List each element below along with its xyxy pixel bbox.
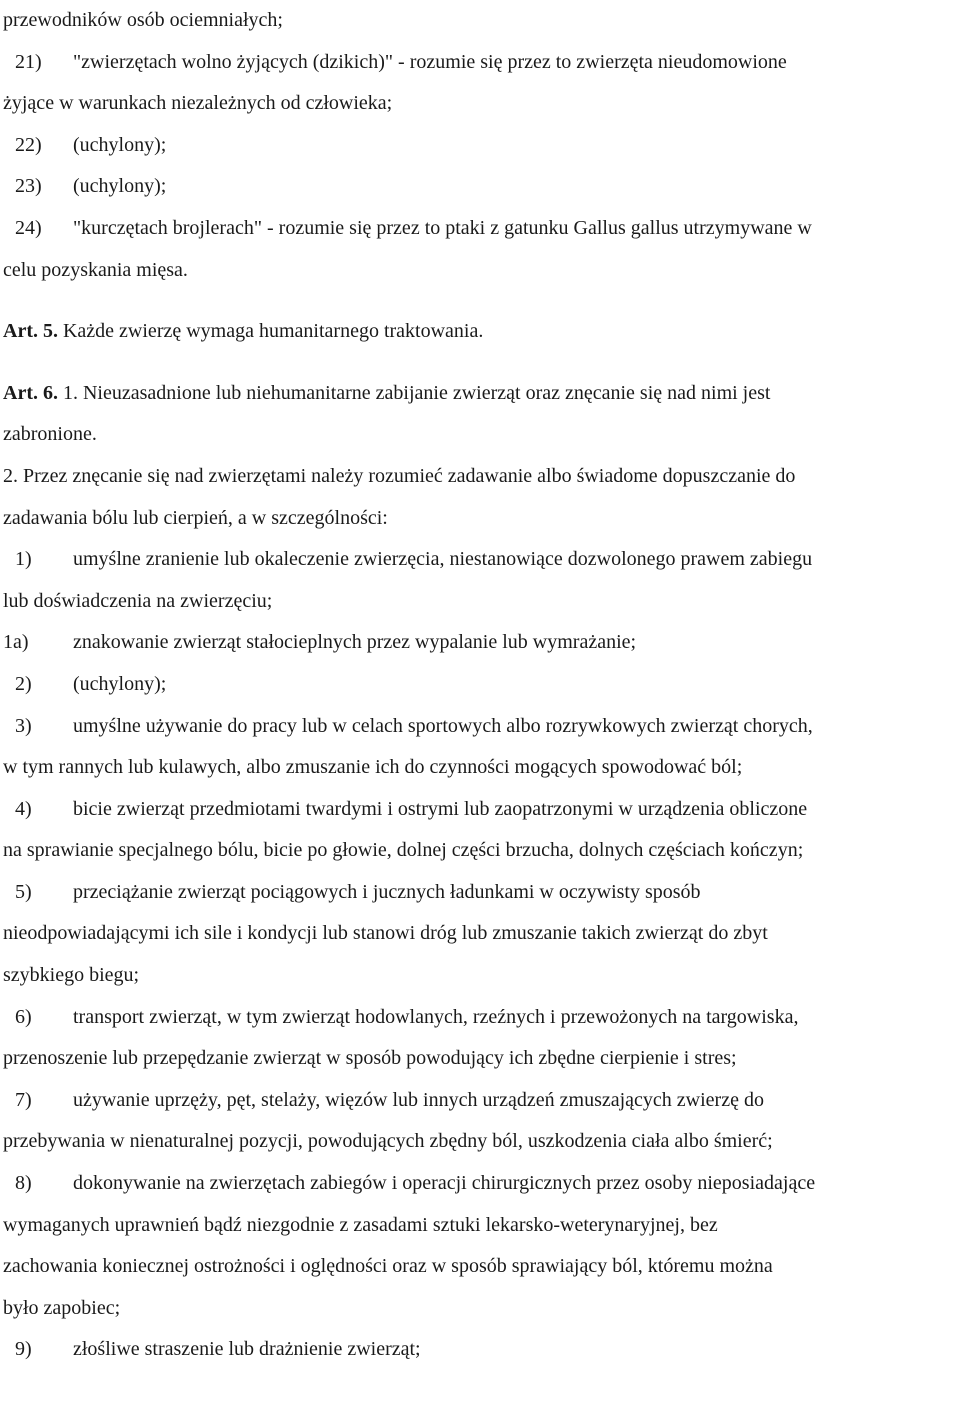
item-number: 3) — [15, 714, 32, 737]
definition-number: 22) — [15, 133, 42, 156]
article-label: Art. 5. — [3, 320, 58, 343]
article-text: Każde zwierzę wymaga humanitarnego traktowania. — [62, 320, 484, 343]
list-item-8 — [3, 1163, 960, 1205]
item-number: 9) — [15, 1338, 32, 1361]
definition-continuation: żyjące w warunkach niezależnych od człowieka; — [3, 92, 393, 115]
list-item-2 — [3, 664, 960, 706]
list-item-4 — [3, 789, 960, 831]
item-continuation: na sprawianie specjalnego bólu, bicie po głowie, dolnej części brzucha, dolnych częściach kończyn; — [3, 839, 804, 862]
definition-item-22 — [3, 125, 960, 167]
definition-item-24 — [3, 208, 960, 250]
intro-tail-line: przewodników osób ociemniałych; — [3, 9, 283, 31]
definition-text: "zwierzętach wolno żyjących (dzikich)" - rozumie się przez to zwierzęta nieudomowione — [73, 50, 787, 73]
article-6-paragraph-1 — [3, 373, 960, 415]
item-text: bicie zwierząt przedmiotami twardymi i ostrymi lub zaopatrzonymi w urządzenia obliczone — [73, 797, 808, 820]
item-continuation: lub doświadczenia na zwierzęciu; — [3, 589, 273, 612]
paragraph-continuation: zadawania bólu lub cierpień, a w szczególności: — [3, 506, 388, 529]
item-text: złośliwe straszenie lub drażnienie zwierząt; — [73, 1338, 421, 1361]
item-text: znakowanie zwierząt stałocieplnych przez wypalanie lub wymrażanie; — [73, 631, 637, 654]
definition-number: 24) — [15, 216, 42, 239]
list-item-1 — [3, 539, 960, 581]
item-number: 1a) — [3, 631, 29, 654]
paragraph-continuation: zabronione. — [3, 423, 97, 446]
list-item-5 — [3, 872, 960, 914]
list-item-3 — [3, 706, 960, 748]
definition-text: (uchylony); — [73, 175, 167, 198]
definition-item-23 — [3, 166, 960, 208]
item-number: 5) — [15, 880, 32, 903]
article-6-paragraph-2 — [3, 456, 960, 498]
item-continuation: zachowania koniecznej ostrożności i oględności oraz w sposób sprawiający ból, któremu można — [3, 1255, 773, 1278]
paragraph-number: 1. — [62, 381, 78, 404]
item-continuation: szybkiego biegu; — [3, 964, 140, 987]
item-number: 2) — [15, 672, 32, 695]
item-text: dokonywanie na zwierzętach zabiegów i operacji chirurgicznych przez osoby nieposiadające — [73, 1172, 816, 1195]
document-page — [3, 0, 960, 1371]
item-continuation: przebywania w nienaturalnej pozycji, powodujących zbędny ból, uszkodzenia ciała albo śmierć; — [3, 1130, 773, 1153]
list-item-1a — [3, 622, 960, 664]
definition-text: "kurczętach brojlerach" - rozumie się przez to ptaki z gatunku Gallus gallus utrzymywane w — [73, 216, 812, 239]
item-continuation: przenoszenie lub przepędzanie zwierząt w sposób powodujący ich zbędne cierpienie i stres; — [3, 1047, 737, 1070]
list-item-6 — [3, 997, 960, 1039]
item-number: 6) — [15, 1005, 32, 1028]
item-continuation: wymaganych uprawnień bądź niezgodnie z zasadami sztuki lekarsko-weterynaryjnej, bez — [3, 1213, 718, 1236]
item-continuation: było zapobiec; — [3, 1296, 121, 1319]
definition-text: (uchylony); — [73, 133, 167, 156]
item-text: przeciążanie zwierząt pociągowych i jucznych ładunkami w oczywisty sposób — [73, 880, 701, 903]
list-item-9 — [3, 1329, 960, 1371]
item-text: używanie uprzęży, pęt, stelaży, więzów lub innych urządzeń zmuszających zwierzę do — [73, 1088, 764, 1111]
item-text: umyślne zranienie lub okaleczenie zwierzęcia, niestanowiące dozwolonego prawem zabiegu — [73, 548, 813, 571]
article-5 — [3, 311, 960, 353]
item-continuation: w tym rannych lub kulawych, albo zmuszanie ich do czynności mogących spowodować ból; — [3, 756, 743, 779]
item-continuation: nieodpowiadającymi ich sile i kondycji lub stanowi dróg lub zmuszanie takich zwierząt do zbyt — [3, 922, 768, 945]
definition-number: 23) — [15, 175, 42, 198]
item-number: 7) — [15, 1088, 32, 1111]
definition-item-21 — [3, 42, 960, 84]
definition-continuation: celu pozyskania mięsa. — [3, 258, 188, 281]
definition-number: 21) — [15, 50, 42, 73]
item-number: 4) — [15, 797, 32, 820]
item-text: transport zwierząt, w tym zwierząt hodowlanych, rzeźnych i przewożonych na targowiska, — [73, 1005, 799, 1028]
item-text: umyślne używanie do pracy lub w celach sportowych albo rozrywkowych zwierząt chorych, — [73, 714, 813, 737]
item-text: (uchylony); — [73, 672, 167, 695]
item-number: 1) — [15, 548, 32, 571]
item-number: 8) — [15, 1172, 32, 1195]
paragraph-text: Przez znęcanie się nad zwierzętami należy rozumieć zadawanie albo świadome dopuszczanie do — [23, 464, 796, 487]
article-label: Art. 6. — [3, 381, 58, 404]
list-item-7 — [3, 1080, 960, 1122]
paragraph-text: Nieuzasadnione lub niehumanitarne zabijanie zwierząt oraz znęcanie się nad nimi jest — [82, 381, 771, 404]
paragraph-number: 2. — [3, 464, 18, 487]
